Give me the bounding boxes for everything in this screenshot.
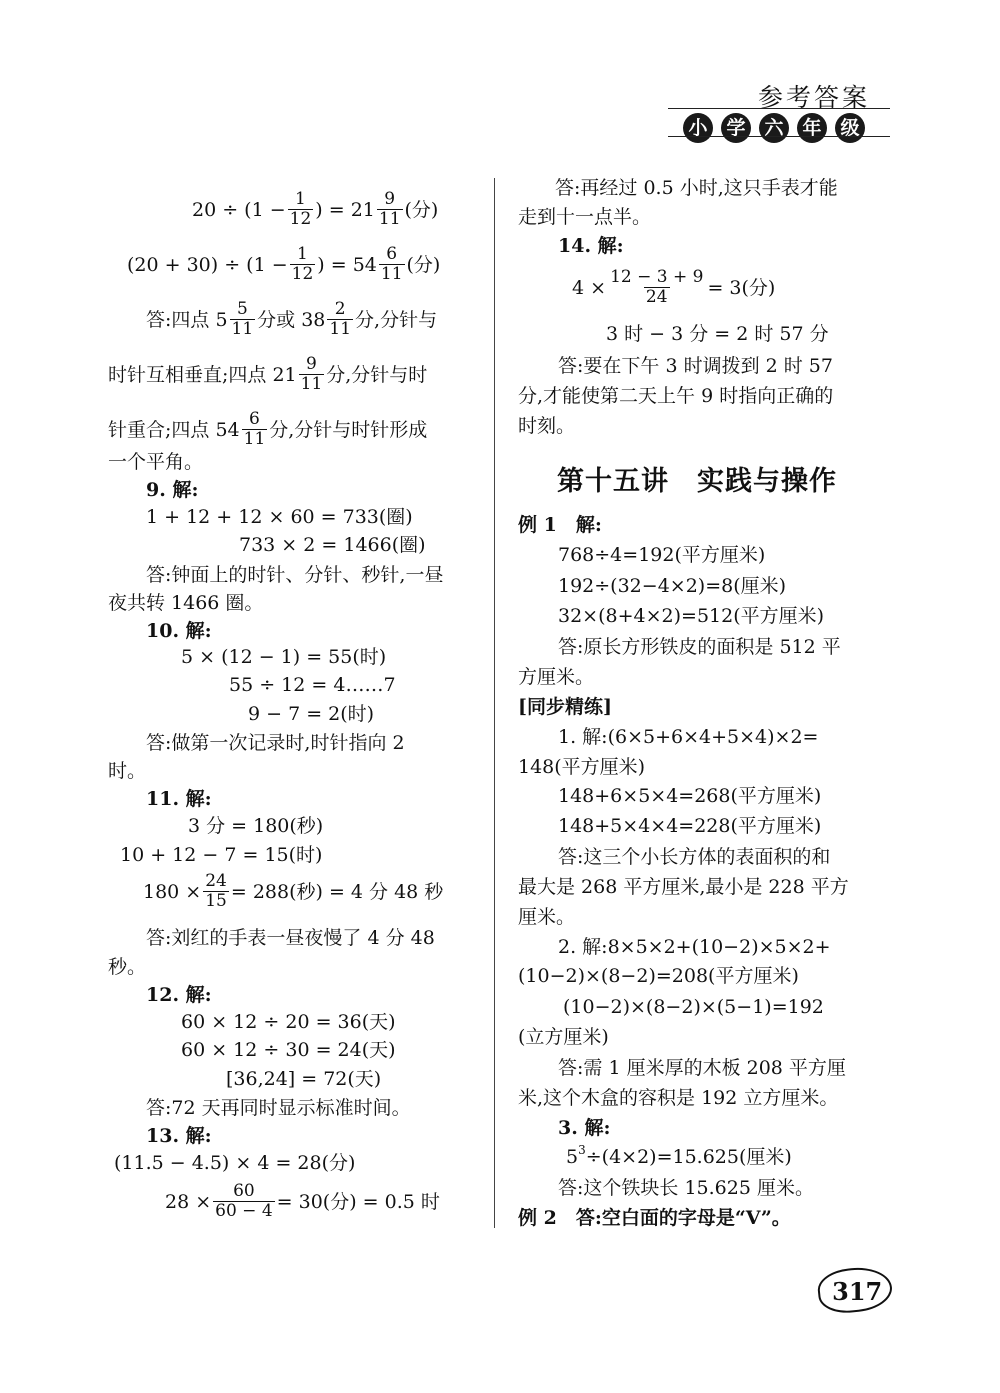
equation-line: 768÷4=192(平方厘米) bbox=[558, 544, 766, 566]
answer-line: 答:再经过 0.5 小时,这只手表才能 bbox=[555, 177, 838, 199]
equation-line: 5 × (12 − 1) = 55(时) bbox=[181, 646, 387, 668]
equation-line: (立方厘米) bbox=[518, 1026, 609, 1048]
answer-line: 答:这个铁块长 15.625 厘米。 bbox=[558, 1177, 814, 1199]
question-label: 11. 解: bbox=[146, 788, 212, 810]
equation-line: 55 ÷ 12 = 4……7 bbox=[229, 674, 396, 696]
question-label: 13. 解: bbox=[146, 1125, 212, 1147]
answer-line: 时针互相垂直;四点 21 $\frac{9}{11}$ 分,分针与时 bbox=[108, 354, 428, 394]
equation-line: 1. 解:(6×5+6×4+5×4)×2= bbox=[558, 726, 819, 748]
answer-line: 答:四点 5 $\frac{5}{11}$ 分或 38 $\frac{2}{11}$ 分,分针与 bbox=[146, 299, 438, 339]
equation-line: 9 − 7 = 2(时) bbox=[248, 703, 375, 725]
equation-line: 148+5×4×4=228(平方厘米) bbox=[558, 815, 822, 837]
grade-char: 学 bbox=[721, 113, 751, 143]
answer-line: 答:72 天再同时显示标准时间。 bbox=[146, 1097, 411, 1119]
equation-line: 148(平方厘米) bbox=[518, 756, 646, 778]
column-divider bbox=[494, 178, 495, 1228]
answer-line: 夜共转 1466 圈。 bbox=[108, 592, 264, 614]
example-label: 例 1 解: bbox=[518, 514, 602, 536]
header-rule bbox=[668, 108, 890, 109]
equation-line: 192÷(32−4×2)=8(厘米) bbox=[558, 575, 787, 597]
equation-line: 60 × 12 ÷ 20 = 36(天) bbox=[181, 1011, 396, 1033]
equation-line: 4 × $\frac{12 - 3 + 9}{24}$ = 3(分) bbox=[572, 267, 776, 307]
equation-line: 10 + 12 − 7 = 15(时) bbox=[120, 844, 323, 866]
grade-badges bbox=[683, 113, 865, 143]
equation-line: 32×(8+4×2)=512(平方厘米) bbox=[558, 605, 825, 627]
answer-line: 厘米。 bbox=[518, 906, 576, 928]
answer-line: 针重合;四点 54 $\frac{6}{11}$ 分,分针与时针形成 bbox=[108, 409, 428, 449]
answer-line: 答:这三个小长方体的表面积的和 bbox=[558, 846, 831, 868]
equation-line: 20 ÷ (1 − $\frac{1}{12}$ ) = 21 $\frac{9}{11}$ (分) bbox=[192, 189, 439, 229]
sync-practice-label: [同步精练] bbox=[518, 696, 612, 718]
header-title: 参考答案 bbox=[758, 83, 871, 112]
answer-line: 最大是 268 平方厘米,最小是 228 平方 bbox=[518, 876, 849, 898]
equation-line: 3 分 = 180(秒) bbox=[188, 815, 324, 837]
answer-line: 答:钟面上的时针、分针、秒针,一昼 bbox=[146, 564, 444, 586]
equation-line: (10−2)×(8−2)×(5−1)=192 bbox=[563, 996, 824, 1018]
answer-line: 方厘米。 bbox=[518, 666, 595, 688]
answer-line: 分,才能使第二天上午 9 时指向正确的 bbox=[518, 385, 834, 407]
answer-line: 米,这个木盒的容积是 192 立方厘米。 bbox=[518, 1087, 839, 1109]
equation-line: 1 + 12 + 12 × 60 = 733(圈) bbox=[146, 506, 413, 528]
answer-line: 答:刘红的手表一昼夜慢了 4 分 48 bbox=[146, 927, 435, 949]
example-label: 例 2 答:空白面的字母是“V”。 bbox=[518, 1207, 791, 1229]
answer-line: 时刻。 bbox=[518, 415, 576, 437]
equation-line: 60 × 12 ÷ 30 = 24(天) bbox=[181, 1039, 396, 1061]
equation-line: (10−2)×(8−2)=208(平方厘米) bbox=[518, 965, 799, 987]
question-label: 9. 解: bbox=[146, 479, 199, 501]
grade-char: 级 bbox=[835, 113, 865, 143]
grade-char: 六 bbox=[759, 113, 789, 143]
equation-line: 180 × $\frac{24}{15}$ = 288(秒) = 4 分 48 秒 bbox=[143, 871, 444, 911]
equation-line: 733 × 2 = 1466(圈) bbox=[239, 534, 426, 556]
section-title: 第十五讲 实践与操作 bbox=[557, 466, 837, 497]
answer-line: 答:做第一次记录时,时针指向 2 bbox=[146, 732, 405, 754]
answer-line: 答:原长方形铁皮的面积是 512 平 bbox=[558, 636, 841, 658]
grade-char: 年 bbox=[797, 113, 827, 143]
answer-line: 走到十一点半。 bbox=[518, 206, 652, 228]
answer-line: 答:要在下午 3 时调拨到 2 时 57 bbox=[558, 355, 833, 377]
page-number: 317 bbox=[832, 1276, 883, 1306]
answer-line: 一个平角。 bbox=[108, 451, 204, 473]
equation-line: 28 × $\frac{60}{60 - 4}$ = 30(分) = 0.5 时 bbox=[165, 1181, 440, 1221]
equation-line: 3 时 − 3 分 = 2 时 57 分 bbox=[606, 323, 829, 345]
header-rule bbox=[668, 136, 890, 137]
page-number-badge bbox=[816, 1264, 894, 1315]
equation-line: [36,24] = 72(天) bbox=[226, 1068, 382, 1090]
grade-char: 小 bbox=[683, 113, 713, 143]
question-label: 14. 解: bbox=[558, 235, 624, 257]
question-label: 12. 解: bbox=[146, 984, 212, 1006]
equation-line: (20 + 30) ÷ (1 − $\frac{1}{12}$ ) = 54 $\frac{6}{11}$ (分) bbox=[127, 244, 441, 284]
answer-line: 时。 bbox=[108, 760, 147, 782]
equation-line: 5 $^3$ ÷(4×2)=15.625(厘米) bbox=[566, 1143, 792, 1168]
question-label: 3. 解: bbox=[558, 1117, 611, 1139]
equation-line: 2. 解:8×5×2+(10−2)×5×2+ bbox=[558, 936, 831, 958]
equation-line: (11.5 − 4.5) × 4 = 28(分) bbox=[114, 1152, 356, 1174]
equation-line: 148+6×5×4=268(平方厘米) bbox=[558, 785, 822, 807]
answer-line: 秒。 bbox=[108, 956, 147, 978]
answer-line: 答:需 1 厘米厚的木板 208 平方厘 bbox=[558, 1057, 846, 1079]
question-label: 10. 解: bbox=[146, 620, 212, 642]
